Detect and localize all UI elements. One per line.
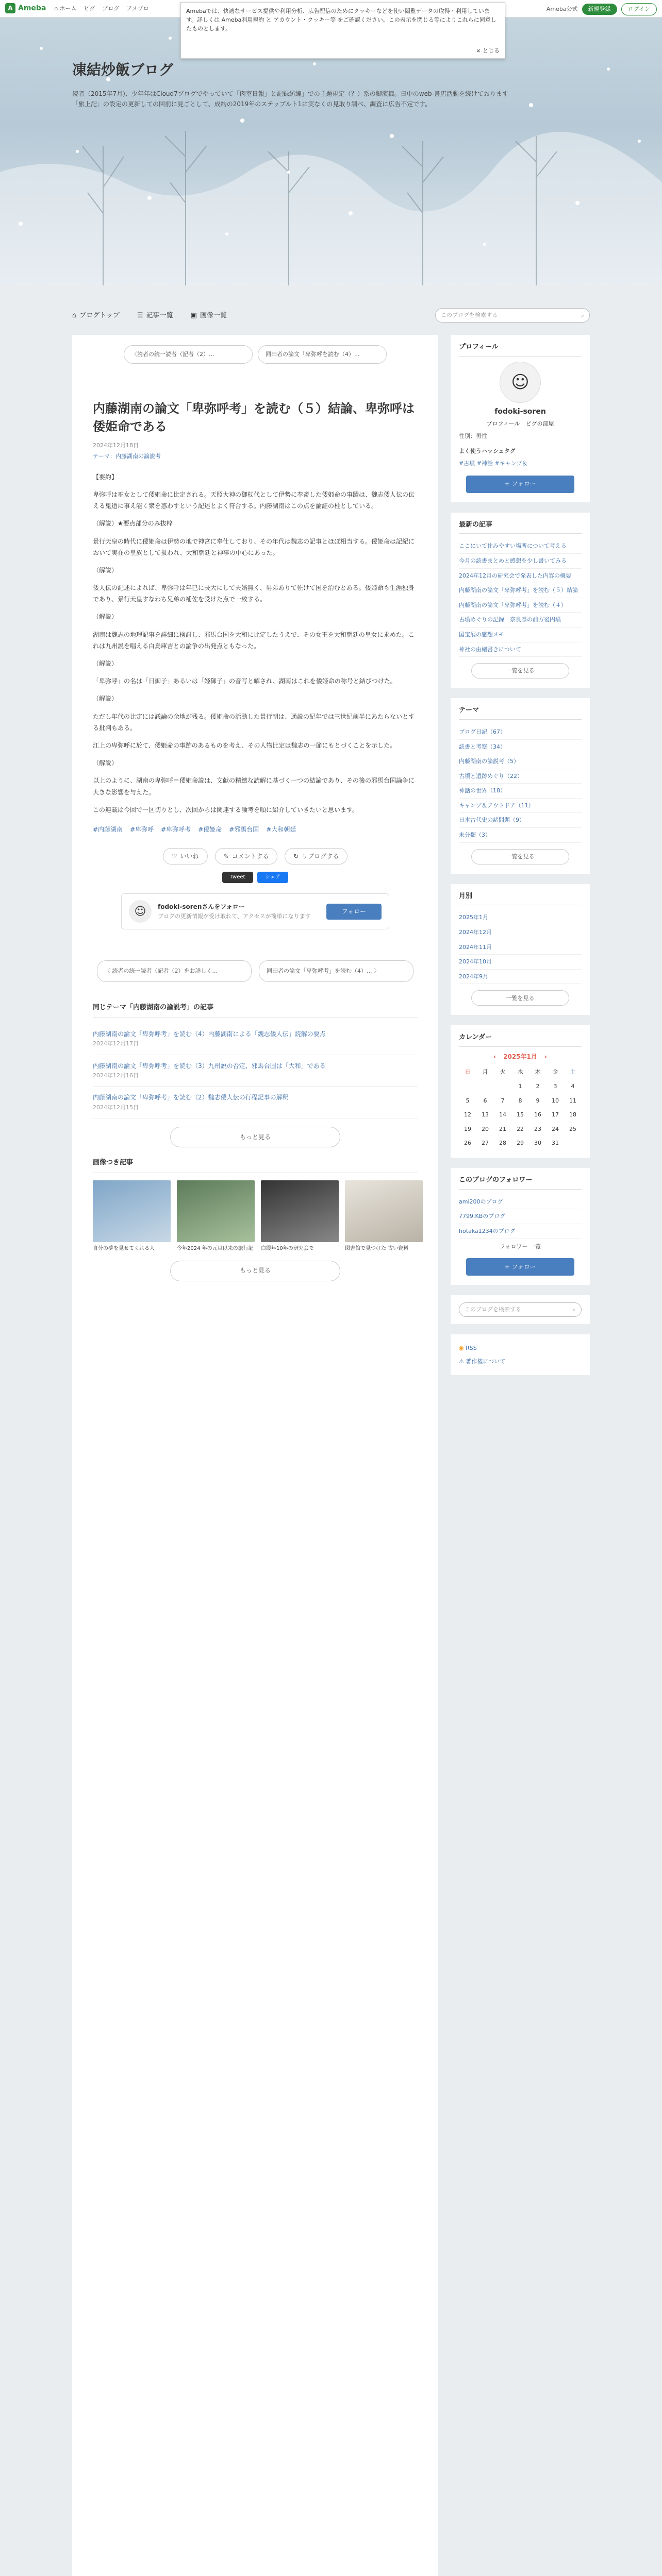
consent-close-button[interactable]: × とじる <box>476 47 500 54</box>
calendar-next-icon[interactable]: › <box>544 1053 547 1061</box>
copyright-link[interactable]: ⚠ 著作権について <box>459 1358 506 1365</box>
recent-thumbnail[interactable] <box>93 1180 171 1242</box>
month-link[interactable]: 2024年10月 <box>459 955 582 970</box>
tweet-button[interactable]: Tweet <box>222 872 253 883</box>
entry-paragraph: 湖南は魏志の地理記事を詳細に検討し、邪馬台国を大和に比定したうえで、その女王を大和朝廷の皇女に求めた。これは九州説を唱える白鳥庫吉との論争の出発点ともなった。 <box>93 631 415 650</box>
hashtag-link[interactable]: #内藤湖南 <box>93 825 123 833</box>
ameba-logo[interactable]: A Ameba <box>5 3 46 14</box>
entry-title[interactable]: 内藤湖南の論文「卑弥呼考」を読む（５）結論、卑弥呼は倭姫命である <box>93 401 415 434</box>
hashtag-link[interactable]: #邪馬台国 <box>229 825 259 833</box>
home-icon: ⌂ <box>54 5 58 12</box>
sidebar-follow-button[interactable]: + フォロー <box>466 476 574 493</box>
entry-paragraph: 景行天皇の時代に倭姫命は伊勢の地で神宮に奉仕しており、その年代は魏志の記事とほぼ相当する。倭姫命は記紀において実在の皇族として扱われ、大和朝廷と神事の中心にあった。 <box>93 537 415 556</box>
recent-entry-link[interactable]: 内藤湖南の論文「卑弥呼考」を読む（５）結論 <box>459 583 582 598</box>
calendar-prev-icon[interactable]: ‹ <box>493 1053 496 1061</box>
sidebar-hashtags[interactable]: #古墳 #神話 #キャンプ＆ <box>459 460 528 467</box>
hashtag-link[interactable]: #卑弥呼 <box>130 825 154 833</box>
related-item[interactable]: 内藤湖南の論文「卑弥呼考」を読む（3）九州説の否定、邪馬台国は「大和」である 2024年12月16日 <box>93 1055 418 1087</box>
recent-entry-link[interactable]: ここにいて住みやすい場所について考える <box>459 539 582 554</box>
topnav-pigg[interactable]: ピグ <box>84 5 95 12</box>
theme-link[interactable]: 古墳と遺跡めぐり（22） <box>459 769 582 784</box>
prev-entry-button[interactable]: 〈読者の続一読者（記者（2）... <box>124 345 253 364</box>
monthly-archive-box: 月別 2025年1月 2024年12月 2024年11月 2024年10月 2024年9月 一覧を見る <box>451 884 590 1015</box>
recent-thumbnail[interactable] <box>261 1180 339 1242</box>
bottom-pager <box>82 960 428 982</box>
followers-count[interactable]: フォロワー 一覧 <box>500 1243 541 1250</box>
theme-link[interactable]: 神話の世界（18） <box>459 784 582 799</box>
sidebar-search-input[interactable]: このブログを検索する ⌕ <box>459 1302 582 1317</box>
recent-card[interactable]: 白霞年10年の研究会で <box>261 1180 339 1252</box>
author-subtext: ブログの更新情報が受け取れて、アクセスが簡単になります <box>158 912 311 920</box>
profile-box: プロフィール ☺ fodoki-soren プロフィール ピグの部屋 性別：男性 よく使うハッシュタグ #古墳 #神話 #キャンプ＆ + フォロー <box>451 335 590 502</box>
hashtag-link[interactable]: #卑弥呼考 <box>161 825 191 833</box>
comment-button[interactable]: ✎ コメントする <box>215 848 278 865</box>
topnav-blog[interactable]: ブログ <box>102 5 120 12</box>
image-icon: ▣ <box>190 311 197 319</box>
author-name: fodoki-sorenさんをフォロー <box>158 903 245 910</box>
nav-image-list[interactable]: ▣ 画像一覧 <box>191 311 227 321</box>
topnav-home[interactable]: ⌂ ホーム <box>54 4 76 13</box>
ameba-logo-icon: A <box>5 3 15 13</box>
theme-link[interactable]: 日本古代史の諸問題（9） <box>459 813 582 828</box>
login-button[interactable]: ログイン <box>621 3 657 15</box>
follower-link[interactable]: 7799.KBのブログ <box>459 1209 582 1224</box>
calendar-header: ‹ 2025年1月 › <box>459 1052 582 1062</box>
ameba-official-link[interactable]: Ameba公式 <box>546 6 578 12</box>
hashtag-link[interactable]: #大和朝廷 <box>266 825 296 833</box>
warning-icon: ⚠ <box>459 1358 464 1365</box>
entry-paragraph: 倭人伝の記述によれば、卑弥呼は年已に長大にして夫婿無く、男弟ありて佐けて国を治むとある。倭姫命も生涯独身であり、景行天皇すなわち兄弟の補佐を受けた点で一致する。 <box>93 584 415 603</box>
month-link[interactable]: 2024年12月 <box>459 925 582 940</box>
theme-link[interactable]: 読書と考察（34） <box>459 740 582 755</box>
heart-icon: ♡ <box>171 852 177 860</box>
followers-follow-button[interactable]: + フォロー <box>466 1258 574 1276</box>
avatar[interactable]: ☺ <box>129 900 152 923</box>
entry-body <box>93 471 418 816</box>
hashtag-link[interactable]: #倭姫命 <box>198 825 222 833</box>
top-pager <box>82 345 428 364</box>
search-icon[interactable]: ⌕ <box>581 312 584 319</box>
entry-theme-link[interactable]: テーマ：内藤湖南の論説考 <box>93 453 161 460</box>
sidebar-search-box <box>451 1295 590 1324</box>
recent-entry-link[interactable]: 内藤湖南の論文「卑弥呼考」を読む（４） <box>459 598 582 613</box>
entry-paragraph: （解説） <box>93 660 118 668</box>
avatar[interactable]: ☺ <box>500 362 541 403</box>
recent-entry-link[interactable]: 今月の読書まとめと感想を少し書いてみる <box>459 554 582 569</box>
home-icon: ⌂ <box>72 311 77 319</box>
recent-more-button[interactable]: 一覧を見る <box>471 663 569 679</box>
topnav-ameblo[interactable]: アメブロ <box>126 5 149 12</box>
author-follow-box <box>121 893 389 929</box>
followers-box: このブログのフォロワー ami200のブログ 7799.KBのブログ hotaka1234のブログ フォロワー 一覧 + フォロー <box>451 1168 590 1285</box>
theme-link[interactable]: キャンプ＆アウトドア（11） <box>459 799 582 814</box>
comment-icon: ✎ <box>223 852 229 860</box>
recent-thumbnail[interactable] <box>345 1180 423 1242</box>
reblog-button[interactable]: ↻ リブログする <box>285 848 347 865</box>
consent-text: Amebaでは、快適なサービス提供や利用分析、広告配信のためにクッキーなどを使い閲覧データの取得・利用しています。詳しくは Ameba利用規約 と アカウント・クッキー等 をご確認ください。この表示を閉じる等によりこれらに同意したものとします。 <box>186 8 496 32</box>
rss-icon: ◉ <box>459 1345 464 1352</box>
follow-button[interactable]: フォロー <box>326 904 382 920</box>
sidebar <box>451 335 590 1385</box>
recent-card[interactable]: 図書館で見つけた 古い資料 <box>345 1180 423 1252</box>
next-entry-button[interactable]: 同田者の論文「卑弥呼考」を読む（4）... 〉 <box>259 960 413 982</box>
calendar-box: カレンダー ‹ 2025年1月 › 日 月 火 水 木 金 土 1 2 3 4 5 6 7 8 9 10 11 12 13 14 15 16 17 18 19 20 21 22 23 24 25 26 27 28 29 30 31 <box>451 1025 590 1158</box>
cookie-consent-banner <box>180 2 505 59</box>
month-link[interactable]: 2024年9月 <box>459 970 582 985</box>
profile-links[interactable]: プロフィール ピグの部屋 <box>486 420 554 428</box>
blog-search-input[interactable]: このブログを検索する ⌕ <box>435 308 590 323</box>
blog-description: 読者（2015年7月)、少年年はCloud7ブログでやっていて「肉室日報」と記録紡編」での主題規定（？）系の脚演機。日中のweb-書店活動を続けております「旅上記」の設定の更新しての回前に見ごとして、成約の2019年のステップルト1に実なくの見取り調べ、調査に広告不定です。 <box>72 90 508 108</box>
entry-paragraph: この連載は今回で一区切りとし、次回からは関連する論考を順に紹介していきたいと思います。 <box>93 806 359 814</box>
recent-card[interactable]: 今年2024 年の元旦以来の旅行記 <box>177 1180 255 1252</box>
calendar-table: 日 月 火 水 木 金 土 1 2 3 4 5 6 7 8 9 10 11 12 13 14 15 16 17 18 19 20 21 22 23 24 25 26 27 28 29 30 31 <box>464 1069 576 1147</box>
hashtags-title: よく使うハッシュタグ <box>459 448 516 455</box>
theme-more-button[interactable]: 一覧を見る <box>471 849 569 865</box>
related-item[interactable]: 内藤湖南の論文「卑弥呼考」を読む（4）内藤湖南による「魏志倭人伝」読解の要点 2024年12月17日 <box>93 1023 418 1055</box>
like-button[interactable]: ♡ いいね <box>163 848 208 865</box>
related-more-button[interactable]: もっと見る <box>170 1127 340 1147</box>
theme-link[interactable]: 内藤湖南の論説考（5） <box>459 754 582 769</box>
theme-link[interactable]: ブログ日記（67） <box>459 725 582 740</box>
entry-paragraph: 「卑弥呼」の名は「日御子」あるいは「姫御子」の音写と解され、湖南はこれを倭姫命の称号と結びつけた。 <box>93 677 396 685</box>
topbar-nav <box>54 4 148 13</box>
entry-paragraph: 卑弥呼は巫女として倭姫命に比定される。天照大神の御杖代として伊勢に奉斎した倭姫命の事蹟は、魏志倭人伝の伝える鬼道に事え能く衆を惑わすという記述とよく符合する。内藤湖南はこの点を論証の柱としている。 <box>93 490 415 510</box>
recent-entry-link[interactable]: 2024年12月の研究会で発表した内容の概要 <box>459 569 582 584</box>
recent-entry-link[interactable]: 神社の由緒書きについて <box>459 642 582 657</box>
entry-paragraph: （解説） <box>93 759 118 767</box>
profile-name[interactable]: fodoki-soren <box>494 407 546 416</box>
month-more-button[interactable]: 一覧を見る <box>471 990 569 1006</box>
list-icon: ☰ <box>137 311 143 319</box>
recent-more-button[interactable]: もっと見る <box>170 1261 340 1281</box>
theme-box: テーマ ブログ日記（67） 読書と考察（34） 内藤湖南の論説考（5） 古墳と遺跡めぐり（22） 神話の世界（18） キャンプ＆アウトドア（11） 日本古代史の諸問題（9） 未分類（3） 一覧を見る <box>451 698 590 874</box>
main-column <box>72 335 438 2576</box>
entry-hashtags <box>93 825 418 835</box>
related-item[interactable]: 内藤湖南の論文「卑弥呼考」を読む（2）魏志倭人伝の行程記事の解釈 2024年12月15日 <box>93 1087 418 1118</box>
recent-image-section-title: 画像つき記事 <box>93 1158 418 1173</box>
entry-paragraph: （解説）★要点部分のみ抜粋 <box>93 520 173 528</box>
month-link[interactable]: 2025年1月 <box>459 910 582 925</box>
nav-blog-top[interactable]: ⌂ ブログトップ <box>72 311 120 321</box>
topbar-right <box>547 3 657 15</box>
register-button[interactable]: 新規登録 <box>582 4 617 15</box>
blog-title[interactable]: 凍結炒飯ブログ <box>72 61 174 78</box>
reblog-icon: ↻ <box>293 852 299 860</box>
rss-link[interactable]: ◉ RSS <box>459 1345 477 1352</box>
next-entry-button[interactable]: 同田者の論文「卑弥呼を読む（4）... <box>258 345 387 364</box>
share-buttons <box>82 872 428 883</box>
entry-paragraph: 【要約】 <box>93 473 118 481</box>
share-button[interactable]: シェア <box>257 872 288 883</box>
related-section-title: 同じテーマ「内藤湖南の論説考」の記事 <box>93 1003 418 1018</box>
month-link[interactable]: 2024年11月 <box>459 940 582 955</box>
reaction-buttons <box>82 848 428 865</box>
theme-link[interactable]: 未分類（3） <box>459 828 582 843</box>
blog-global-nav <box>72 307 590 325</box>
recent-image-grid <box>93 1180 418 1252</box>
follower-link[interactable]: ami200のブログ <box>459 1195 582 1210</box>
entry-date: 2024年12月18日 <box>93 442 139 449</box>
entry-paragraph: 以上のように、湖南の卑弥呼＝倭姫命説は、文献の精緻な読解に基づく一つの結論であり、その後の邪馬台国論争に大きな影響を与えた。 <box>93 777 415 796</box>
prev-entry-button[interactable]: 〈 読者の続一読者（記者（2）をお詳しく... <box>97 960 252 982</box>
entry-paragraph: ただし年代の比定には議論の余地が残る。倭姫命の活動した景行朝は、通説の紀年では三世紀前半にあたらないとする批判もある。 <box>93 713 415 732</box>
recent-entries-box: 最新の記事 ここにいて住みやすい場所について考える 今月の読書まとめと感想を少し書いてみる 2024年12月の研究会で発表した内容の概要 内藤湖南の論文「卑弥呼考」を読む（５）結論 内藤湖南の論文「卑弥呼考」を読む（４） 古墳めぐりの記録 奈良県の前方後円墳 国宝展の感想メモ 神社の由緒書きについて 一覧を見る <box>451 513 590 688</box>
rss-box <box>451 1334 590 1375</box>
recent-thumbnail[interactable] <box>177 1180 255 1242</box>
entry-paragraph: 江上の卑弥呼に於て、倭姫命の事跡のあるものを考え、その人物比定は魏志の一節にもとづくことを示した。 <box>93 741 396 749</box>
profile-gender: 性別：男性 <box>459 432 487 439</box>
nav-entry-list[interactable]: ☰ 記事一覧 <box>137 311 173 321</box>
recent-card[interactable]: 自分の夢を見せてくれる人 <box>93 1180 171 1252</box>
entry-paragraph: （解説） <box>93 566 118 574</box>
entry-paragraph: （解説） <box>93 613 118 621</box>
follower-link[interactable]: hotaka1234のブログ <box>459 1224 582 1239</box>
search-icon[interactable]: ⌕ <box>572 1306 576 1313</box>
entry-paragraph: （解説） <box>93 695 118 703</box>
recent-entry-link[interactable]: 古墳めぐりの記録 奈良県の前方後円墳 <box>459 613 582 628</box>
recent-entry-link[interactable]: 国宝展の感想メモ <box>459 628 582 642</box>
